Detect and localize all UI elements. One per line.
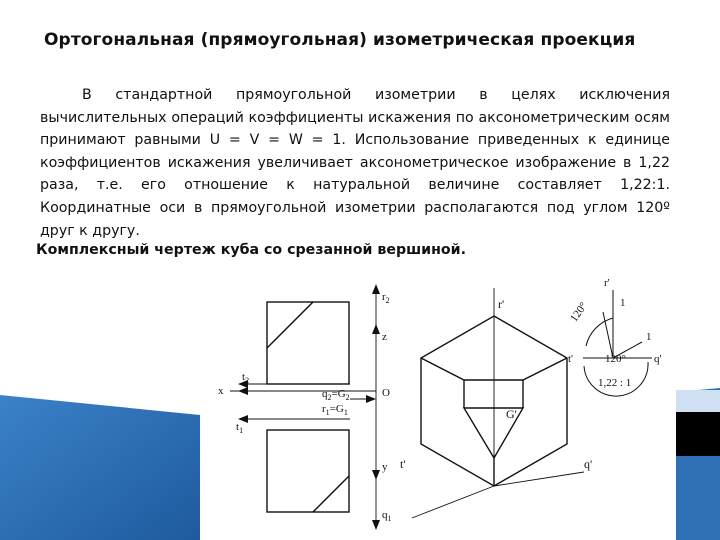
diagram-angle-top: 120° <box>568 300 590 325</box>
iso-label-t: t' <box>400 457 406 471</box>
blue-band-left <box>0 395 200 540</box>
label-O: O <box>382 387 390 399</box>
axis-arrows <box>238 284 380 530</box>
label-q1: $q_1$ <box>382 509 392 523</box>
iso-label-q: q' <box>584 457 593 471</box>
label-r2: $r_2$ <box>382 291 390 305</box>
diagram-label-q: q' <box>654 353 662 365</box>
diagram-angle-bottom: 120° <box>605 353 626 365</box>
label-q2-g2: $q_2=G_2$ <box>322 388 350 402</box>
q1-arrow <box>372 520 380 530</box>
black-band-right <box>676 412 720 456</box>
iso-t-axis <box>412 486 494 518</box>
top-view-cut-line <box>313 476 349 512</box>
top-view-square <box>267 430 349 512</box>
diagram-one-a: 1 <box>620 297 626 309</box>
cube-drawing <box>200 278 676 540</box>
figure-caption: Комплексный чертеж куба со срезанной вершиной. <box>36 242 467 258</box>
iso-label-G: G' <box>506 407 517 421</box>
light-band-right <box>676 390 720 412</box>
body-paragraph: В стандартной прямоугольной изометрии в целях исключения вычислительных операций коэффициенты искажения по аксонометрическим осям принимают равными U = V = W = 1. Использование приведенных к единице коэффициентов искажения увеличивает аксонометрическое изображение в 1,22 раза, т.е. его отношение к натуральной величине составляет 1,22:1. Координатные оси в прямоугольной изометрии располагаются под углом 120º друг к другу. <box>40 87 670 239</box>
diagram-label-t: t' <box>568 353 574 365</box>
angle-arc-top <box>586 318 613 346</box>
label-y: y <box>382 461 388 473</box>
t1-arrow <box>238 415 248 423</box>
diagram-one-b: 1 <box>646 331 652 343</box>
r2-arrow <box>372 284 380 294</box>
label-t1: $t_1$ <box>236 421 244 435</box>
label-z: z <box>382 331 387 343</box>
diagram-label-r: r' <box>604 278 610 289</box>
iso-label-r: r' <box>498 297 505 311</box>
front-view-square <box>267 302 349 384</box>
front-view-cut-line <box>267 302 313 348</box>
diagram-ratio: 1,22 : 1 <box>598 377 632 389</box>
label-t2: $t_2$ <box>242 371 250 385</box>
q2-arrow <box>366 395 376 403</box>
x-arrow <box>238 387 248 395</box>
z-arrow <box>372 324 380 334</box>
page-title: Ортогональная (прямоугольная) изометрическая проекция <box>44 30 636 50</box>
axis-lines <box>230 290 376 522</box>
label-r1-g1: $r_1=G_1$ <box>322 403 348 417</box>
label-x: x <box>218 385 224 397</box>
y-arrow <box>372 470 380 480</box>
